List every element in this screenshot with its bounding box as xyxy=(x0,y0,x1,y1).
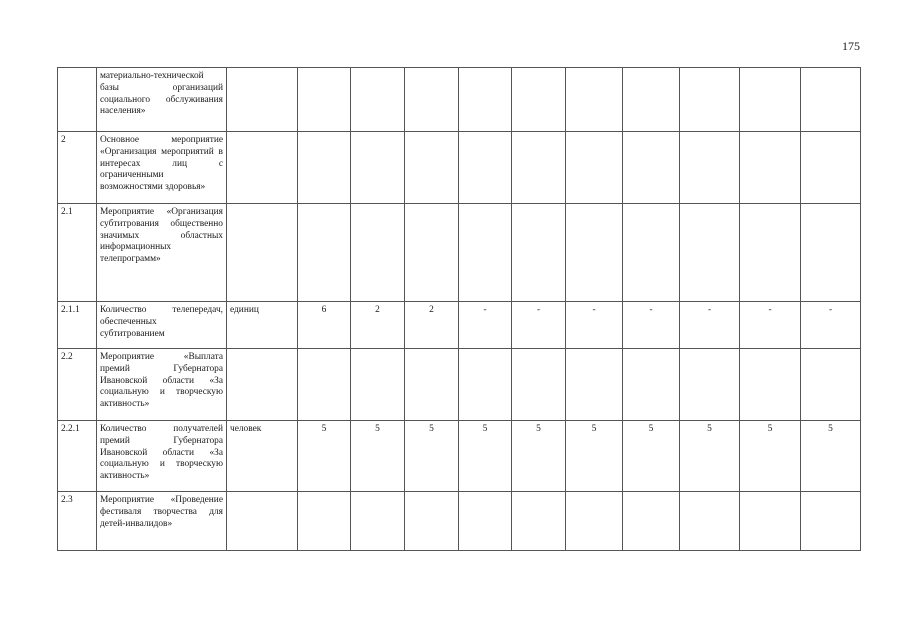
row-value xyxy=(459,204,512,302)
row-value xyxy=(801,204,861,302)
row-name: Количество получателей премий Губернатора Ивановской области «За социальную и творческую активность» xyxy=(97,421,227,492)
row-value xyxy=(298,132,351,204)
row-value xyxy=(566,349,623,421)
row-value xyxy=(512,349,566,421)
row-unit xyxy=(227,204,298,302)
row-value xyxy=(405,204,459,302)
row-value: 5 xyxy=(680,421,740,492)
row-value xyxy=(298,204,351,302)
row-value xyxy=(623,492,680,551)
row-name: материально-технической базы организаций социального обслуживания населения» xyxy=(97,68,227,132)
row-value xyxy=(405,68,459,132)
row-value xyxy=(351,132,405,204)
row-value: 5 xyxy=(801,421,861,492)
row-name: Количество телепередач, обеспеченных субтитрованием xyxy=(97,302,227,349)
row-value xyxy=(623,68,680,132)
table-row xyxy=(58,492,861,551)
row-value xyxy=(405,349,459,421)
row-value xyxy=(566,492,623,551)
row-unit xyxy=(227,132,298,204)
row-value: 2 xyxy=(351,302,405,349)
row-value xyxy=(680,204,740,302)
row-value xyxy=(512,492,566,551)
table-row xyxy=(58,132,861,204)
row-value: 5 xyxy=(351,421,405,492)
row-value xyxy=(298,349,351,421)
row-value xyxy=(680,349,740,421)
row-value xyxy=(351,492,405,551)
row-value xyxy=(351,204,405,302)
row-value xyxy=(740,204,801,302)
row-value xyxy=(405,132,459,204)
row-value xyxy=(459,132,512,204)
row-number: 2.1 xyxy=(58,204,97,302)
row-value: - xyxy=(740,302,801,349)
row-value: 5 xyxy=(740,421,801,492)
row-value xyxy=(351,349,405,421)
row-value: 5 xyxy=(298,421,351,492)
row-value xyxy=(512,132,566,204)
row-value xyxy=(298,68,351,132)
row-value: 5 xyxy=(405,421,459,492)
row-value xyxy=(801,492,861,551)
row-value xyxy=(740,349,801,421)
row-value xyxy=(801,349,861,421)
row-number: 2 xyxy=(58,132,97,204)
row-value xyxy=(405,492,459,551)
row-value xyxy=(512,204,566,302)
table-row xyxy=(58,349,861,421)
row-unit xyxy=(227,492,298,551)
row-unit: человек xyxy=(227,421,298,492)
row-value xyxy=(512,68,566,132)
row-value: - xyxy=(623,302,680,349)
row-number: 2.2.1 xyxy=(58,421,97,492)
table-row xyxy=(58,302,861,349)
row-value: 5 xyxy=(623,421,680,492)
row-value: 5 xyxy=(459,421,512,492)
row-name: Мероприятие «Организация субтитрования общественно значимых областных информационных телепрограмм» xyxy=(97,204,227,302)
table-row xyxy=(58,68,861,132)
row-value: - xyxy=(801,302,861,349)
row-value: - xyxy=(459,302,512,349)
row-unit: единиц xyxy=(227,302,298,349)
row-value xyxy=(740,132,801,204)
row-number: 2.1.1 xyxy=(58,302,97,349)
row-value xyxy=(351,68,405,132)
row-number: 2.3 xyxy=(58,492,97,551)
table-row xyxy=(58,421,861,492)
row-value: - xyxy=(512,302,566,349)
row-value: 2 xyxy=(405,302,459,349)
row-value xyxy=(566,132,623,204)
row-value xyxy=(623,349,680,421)
row-value xyxy=(298,492,351,551)
row-value xyxy=(566,204,623,302)
row-value xyxy=(680,132,740,204)
page-number: 175 xyxy=(842,39,860,53)
row-value xyxy=(801,68,861,132)
row-value xyxy=(459,492,512,551)
indicators-table xyxy=(57,67,861,551)
table-row xyxy=(58,204,861,302)
row-value xyxy=(801,132,861,204)
row-name: Мероприятие «Выплата премий Губернатора Ивановской области «За социальную и творческую активность» xyxy=(97,349,227,421)
row-name: Основное мероприятие «Организация мероприятий в интересах лиц с ограниченными возможностями здоровья» xyxy=(97,132,227,204)
row-value: 6 xyxy=(298,302,351,349)
row-value xyxy=(459,349,512,421)
row-name: Мероприятие «Проведение фестиваля творчества для детей-инвалидов» xyxy=(97,492,227,551)
row-value xyxy=(680,68,740,132)
row-value xyxy=(740,68,801,132)
row-value xyxy=(459,68,512,132)
row-value xyxy=(680,492,740,551)
row-value: - xyxy=(680,302,740,349)
row-number: 2.2 xyxy=(58,349,97,421)
row-value: 5 xyxy=(566,421,623,492)
row-value: - xyxy=(566,302,623,349)
row-value xyxy=(623,204,680,302)
row-value xyxy=(566,68,623,132)
row-number xyxy=(58,68,97,132)
row-value xyxy=(623,132,680,204)
row-unit xyxy=(227,349,298,421)
row-value xyxy=(740,492,801,551)
row-value: 5 xyxy=(512,421,566,492)
row-unit xyxy=(227,68,298,132)
